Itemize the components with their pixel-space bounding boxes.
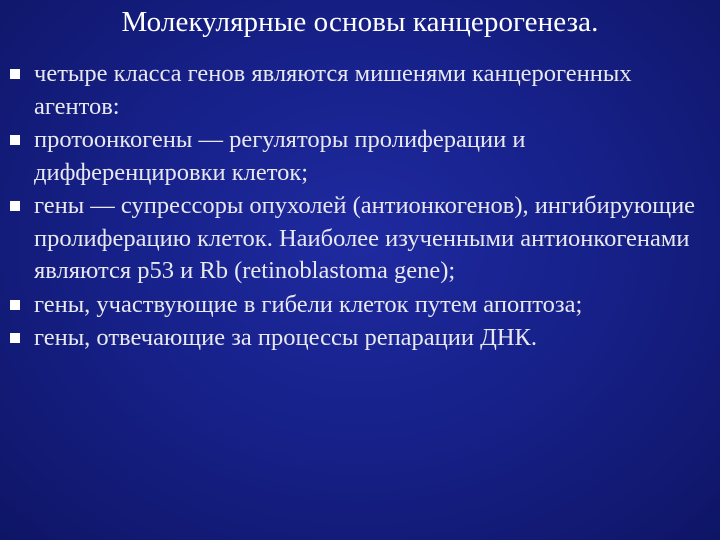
list-item-text: протоонкогены — регуляторы пролиферации и дифференцировки клеток;: [34, 126, 526, 186]
square-bullet-icon: [10, 201, 20, 211]
list-item: [10, 289, 710, 322]
square-bullet-icon: [10, 300, 20, 310]
list-item-text: гены — супрессоры опухолей (антионкогенов), ингибирующие пролиферацию клеток. Наиболее изученными антионкогенами являются p53 и Rb (retinoblastoma gene);: [34, 192, 696, 284]
square-bullet-icon: [10, 333, 20, 343]
square-bullet-icon: [10, 69, 20, 79]
list-item-text: гены, отвечающие за процессы репарации ДНК.: [34, 324, 538, 351]
list-item: [10, 322, 710, 355]
list-item: [10, 124, 710, 189]
list-item: [10, 58, 710, 123]
list-item-text: гены, участвующие в гибели клеток путем апоптоза;: [34, 290, 583, 318]
square-bullet-icon: [10, 135, 20, 145]
slide-title: Молекулярные основы канцерогенеза.: [121, 6, 599, 38]
list-item: [10, 190, 710, 288]
list-item-text: четыре класса генов являются мишенями канцерогенных агентов:: [34, 60, 632, 120]
bullet-list: [10, 58, 710, 355]
